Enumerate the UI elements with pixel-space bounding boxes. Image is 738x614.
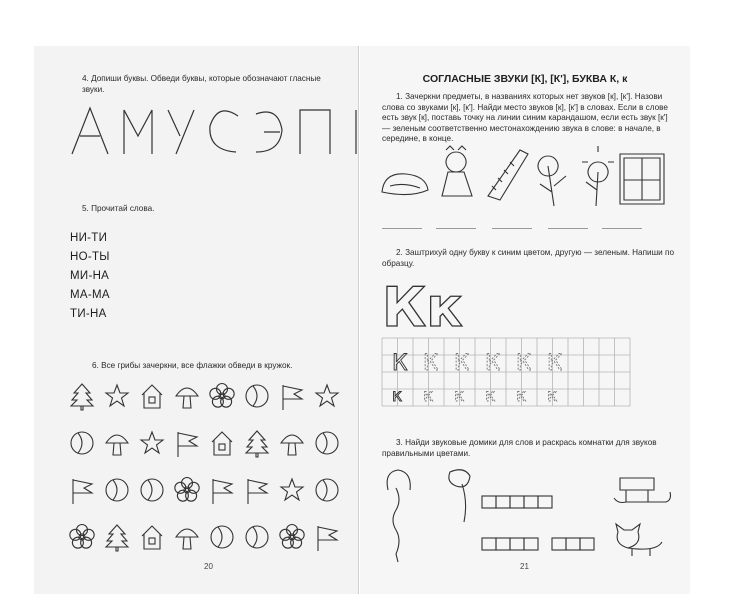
answer-line-4: [548, 228, 588, 229]
ball-icon: [246, 526, 268, 548]
flower-icon: [70, 525, 94, 549]
trace-letter-3: [210, 111, 238, 152]
flag-icon: [318, 526, 337, 551]
saw-picture: [488, 150, 528, 200]
star-icon: [106, 385, 128, 406]
task1-text: 1. Зачеркни предметы, в названиях которых нет звуков [к], [к']. Назови слова со звуками [к], [к']. Найди место звуков [к], [к'] в словах. Если в слове есть звук [к], поставь точку на линии синим карандашом, если есть звук [к'] — зеленым соответственно местонахождению звука в слове: в начале, в середине, в конце.: [382, 92, 668, 143]
copy-upper-letter: К: [547, 351, 563, 376]
sound-boxes-1: [482, 496, 552, 508]
ball-icon: [71, 432, 93, 454]
flower-icon: [175, 478, 199, 502]
flower-icon: [210, 384, 234, 408]
task4-text: 4. Допиши буквы. Обведи буквы, которые обозначают гласные звуки.: [82, 74, 321, 94]
sound-boxes-2: [482, 538, 538, 550]
sled-picture: [614, 478, 671, 503]
answer-line-2: [436, 228, 476, 229]
trace-letter-4: [256, 112, 282, 152]
ball-icon: [106, 479, 128, 501]
poppy-picture: [449, 470, 470, 522]
mushroom-icon: [176, 388, 198, 408]
sample-letters-outline: [382, 276, 472, 339]
trace-letter-5: [300, 110, 330, 154]
sunflower-picture: [582, 146, 614, 206]
task5-text: 5. Прочитай слова.: [82, 204, 155, 213]
sound-boxes-3: [552, 538, 594, 550]
task6-text: 6. Все грибы зачеркни, все флажки обведи в кружок.: [92, 361, 293, 370]
word-3: МИ-НА: [70, 270, 110, 282]
house-icon: [142, 385, 162, 408]
tree-icon: [71, 384, 93, 410]
mushroom-icon: [281, 435, 303, 455]
cap-picture: [382, 174, 428, 195]
cat-picture: [616, 524, 662, 556]
window-picture: [620, 154, 664, 204]
mushroom-icon: [176, 529, 198, 549]
word-5: ТИ-НА: [70, 308, 107, 320]
copy-lower-letter: к: [392, 386, 403, 406]
mushroom-icon: [106, 435, 128, 455]
ball-icon: [316, 432, 338, 454]
copy-lower-letter: к: [516, 386, 527, 406]
letters-trace-row: [68, 102, 368, 162]
flower-icon: [280, 525, 304, 549]
tree-icon: [246, 431, 268, 457]
copy-lower-letter: к: [423, 386, 434, 406]
braid-picture: [387, 470, 410, 562]
flag-icon: [213, 479, 232, 504]
task3-pictures: [374, 466, 684, 566]
right-page: [360, 46, 690, 594]
grid-lines: [382, 338, 630, 406]
copy-upper-letter: К: [392, 351, 408, 376]
copy-grid: [382, 338, 662, 418]
copy-upper-letter: К: [423, 351, 439, 376]
word-2: НО-ТЫ: [70, 251, 110, 263]
svg-text:Кк: Кк: [382, 276, 463, 339]
tree-icon: [106, 525, 128, 551]
flag-icon: [73, 479, 92, 504]
copy-lower-letter: к: [485, 386, 496, 406]
answer-line-1: [382, 228, 422, 229]
copy-upper-letter: К: [485, 351, 501, 376]
ball-icon: [316, 479, 338, 501]
answer-line-3: [492, 228, 532, 229]
star-icon: [141, 432, 163, 453]
copy-upper-letter: К: [454, 351, 470, 376]
house-icon: [212, 432, 232, 455]
word-1: НИ-ТИ: [70, 232, 108, 244]
page-number-left: 20: [204, 562, 213, 571]
task3-text: 3. Найди звуковые домики для слов и раскрась комнатки для звуков правильными цветами.: [382, 438, 657, 458]
house-icon: [142, 526, 162, 549]
flag-icon: [178, 432, 197, 457]
word-4: МА-МА: [70, 289, 110, 301]
left-page: [34, 46, 359, 594]
task1-pictures: [374, 146, 674, 216]
shapes-grid: [66, 384, 366, 564]
ball-icon: [246, 385, 268, 407]
page-number-right: 21: [520, 562, 529, 571]
copy-lower-letter: к: [454, 386, 465, 406]
ball-icon: [211, 526, 233, 548]
star-icon: [281, 479, 303, 500]
trace-letter-1: [124, 110, 152, 154]
doll-picture: [442, 146, 472, 196]
answer-line-5: [602, 228, 642, 229]
trace-letter-2: [168, 110, 194, 154]
task2-text: 2. Заштрихуй одну букву к синим цветом, другую — зеленым. Напиши по образцу.: [382, 248, 675, 268]
copy-lower-letter: к: [547, 386, 558, 406]
trace-letter-0: [72, 108, 108, 154]
flag-icon: [248, 479, 267, 504]
ball-icon: [141, 479, 163, 501]
copy-upper-letter: К: [516, 351, 532, 376]
dandelion-picture: [538, 156, 566, 206]
star-icon: [316, 385, 338, 406]
page-title: СОГЛАСНЫЕ ЗВУКИ [К], [К'], БУКВА К, к: [422, 73, 628, 85]
flag-icon: [283, 385, 302, 410]
